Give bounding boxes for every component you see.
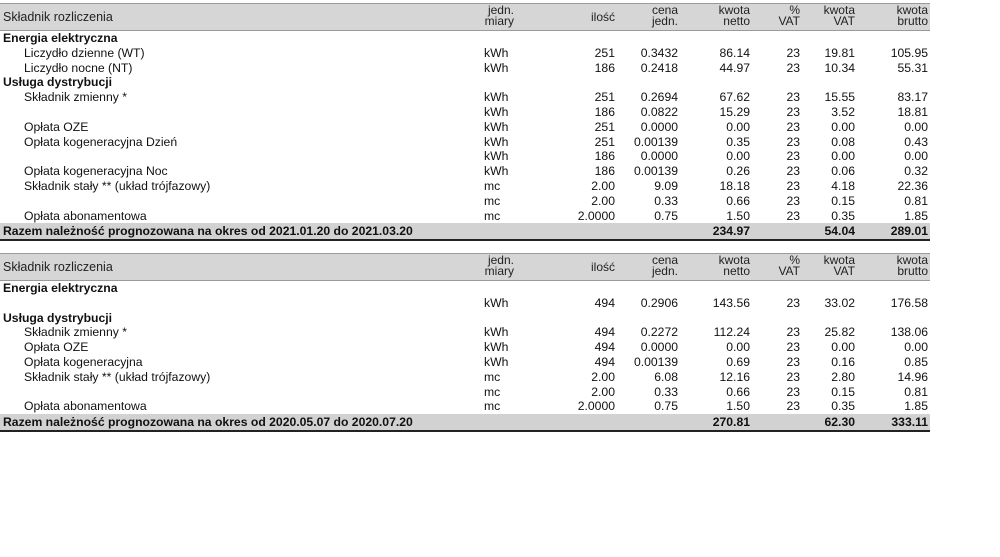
row-unit-price: 0.2418: [640, 60, 678, 75]
group-heading: [0, 31, 930, 46]
row-net: 0.00: [726, 340, 750, 355]
billing-table-2: [0, 253, 930, 432]
row-vat-rate: 23: [786, 164, 800, 179]
header-component: Składnik rozliczenia: [3, 10, 113, 24]
row-vat-amount: 0.00: [831, 119, 855, 134]
row-unit: mc: [484, 369, 501, 384]
row-quantity: 2.00: [591, 178, 615, 193]
row-quantity: 251: [594, 134, 615, 149]
row-label: Opłata kogeneracyjna: [24, 354, 143, 369]
total-row: [0, 223, 930, 241]
row-label: Liczydło nocne (NT): [24, 60, 133, 75]
row-unit-price: 0.33: [654, 193, 678, 208]
row-net: 0.35: [726, 134, 750, 149]
row-vat-rate: 23: [786, 149, 800, 164]
row-vat-rate: 23: [786, 340, 800, 355]
table-row: [0, 325, 930, 340]
row-unit-price: 0.3432: [640, 45, 678, 60]
row-vat-rate: 23: [786, 134, 800, 149]
header-vat-rate: % VAT: [778, 3, 800, 28]
table-row: [0, 164, 930, 179]
row-vat-rate: 23: [786, 325, 800, 340]
group-label: Usługa dystrybucji: [3, 75, 113, 90]
row-unit-price: 0.0822: [640, 104, 678, 119]
row-unit-price: 0.0000: [640, 149, 678, 164]
row-net: 86.14: [719, 45, 750, 60]
row-gross: 0.00: [904, 119, 928, 134]
row-vat-amount: 0.35: [831, 208, 855, 223]
row-vat-amount: 19.81: [824, 45, 855, 60]
row-quantity: 2.00: [591, 384, 615, 399]
row-unit: mc: [484, 178, 501, 193]
row-gross: 83.17: [897, 90, 928, 105]
row-net: 0.00: [726, 119, 750, 134]
row-label: Składnik stały ** (układ trójfazowy): [24, 178, 211, 193]
table-row: [0, 149, 930, 164]
row-quantity: 494: [594, 354, 615, 369]
row-quantity: 186: [594, 60, 615, 75]
row-unit-price: 0.00139: [633, 164, 678, 179]
table-row: [0, 46, 930, 61]
row-gross: 138.06: [890, 325, 928, 340]
row-gross: 0.43: [904, 134, 928, 149]
row-quantity: 2.00: [591, 193, 615, 208]
total-row: [0, 414, 930, 432]
row-vat-amount: 0.06: [831, 164, 855, 179]
row-quantity: 251: [594, 119, 615, 134]
total-vat: 54.04: [824, 224, 855, 239]
row-gross: 55.31: [897, 60, 928, 75]
row-vat-amount: 0.15: [831, 193, 855, 208]
row-quantity: 2.0000: [577, 208, 615, 223]
group-heading: [0, 311, 930, 326]
row-unit-price: 0.2694: [640, 90, 678, 105]
table-body: [0, 31, 930, 223]
row-vat-rate: 23: [786, 45, 800, 60]
row-label: Składnik zmienny *: [24, 325, 127, 340]
row-label: Opłata abonamentowa: [24, 399, 147, 414]
table-row: [0, 105, 930, 120]
row-unit-price: 0.0000: [640, 119, 678, 134]
row-quantity: 186: [594, 104, 615, 119]
row-unit-price: 0.75: [654, 399, 678, 414]
header-quantity: ilość: [590, 10, 615, 24]
table-row: [0, 135, 930, 150]
table-row: [0, 209, 930, 224]
table-row: [0, 90, 930, 105]
row-vat-amount: 25.82: [824, 325, 855, 340]
row-vat-rate: 23: [786, 384, 800, 399]
row-unit: kWh: [484, 104, 509, 119]
header-net: kwota netto: [718, 253, 750, 278]
total-gross: 333.11: [891, 415, 928, 430]
row-unit-price: 0.2272: [640, 325, 678, 340]
row-vat-rate: 23: [786, 295, 800, 310]
row-gross: 176.58: [890, 295, 928, 310]
row-vat-rate: 23: [786, 354, 800, 369]
row-vat-amount: 3.52: [831, 104, 855, 119]
row-label: Liczydło dzienne (WT): [24, 45, 145, 60]
total-label: Razem należność prognozowana na okres od 2020.05.07 do 2020.07.20: [3, 415, 413, 430]
row-unit: mc: [484, 208, 501, 223]
billing-table-1: [0, 3, 930, 241]
row-quantity: 186: [594, 149, 615, 164]
row-gross: 0.00: [904, 149, 928, 164]
row-net: 67.62: [719, 90, 750, 105]
table-row: [0, 296, 930, 311]
header-unit: jedn. miary: [484, 253, 514, 278]
row-gross: 0.00: [904, 340, 928, 355]
row-unit: kWh: [484, 45, 509, 60]
group-heading: [0, 75, 930, 90]
row-net: 15.29: [719, 104, 750, 119]
row-vat-amount: 0.35: [831, 399, 855, 414]
row-quantity: 186: [594, 164, 615, 179]
row-unit: kWh: [484, 354, 509, 369]
table-row: [0, 340, 930, 355]
total-label: Razem należność prognozowana na okres od 2021.01.20 do 2021.03.20: [3, 224, 413, 239]
row-net: 18.18: [719, 178, 750, 193]
row-vat-amount: 33.02: [824, 295, 855, 310]
row-unit: kWh: [484, 134, 509, 149]
row-vat-rate: 23: [786, 60, 800, 75]
row-vat-amount: 0.16: [831, 354, 855, 369]
row-gross: 14.96: [897, 369, 928, 384]
row-quantity: 2.0000: [577, 399, 615, 414]
row-vat-amount: 2.80: [831, 369, 855, 384]
row-unit: mc: [484, 384, 501, 399]
row-label: Opłata OZE: [24, 340, 89, 355]
table-header: [0, 3, 930, 31]
row-vat-amount: 15.55: [824, 90, 855, 105]
row-vat-rate: 23: [786, 90, 800, 105]
row-unit-price: 0.00139: [633, 354, 678, 369]
row-net: 0.66: [726, 193, 750, 208]
row-net: 0.69: [726, 354, 750, 369]
total-gross: 289.01: [890, 224, 928, 239]
table-row: [0, 385, 930, 400]
row-unit: mc: [484, 399, 501, 414]
row-vat-rate: 23: [786, 369, 800, 384]
table-row: [0, 61, 930, 76]
table-row: [0, 399, 930, 414]
row-vat-rate: 23: [786, 104, 800, 119]
header-unit-price: cena jedn.: [651, 3, 678, 28]
row-gross: 0.81: [904, 384, 928, 399]
row-label: Opłata OZE: [24, 119, 89, 134]
row-net: 44.97: [719, 60, 750, 75]
group-label: Energia elektryczna: [3, 281, 118, 295]
header-net: kwota netto: [718, 3, 750, 28]
row-gross: 1.85: [904, 208, 928, 223]
group-label: Usługa dystrybucji: [3, 310, 113, 325]
header-unit: jedn. miary: [484, 3, 514, 28]
row-quantity: 251: [594, 90, 615, 105]
row-quantity: 494: [594, 295, 615, 310]
group-heading: [0, 281, 930, 296]
header-unit-price: cena jedn.: [651, 253, 678, 278]
table-body: [0, 281, 930, 414]
row-net: 0.00: [726, 149, 750, 164]
row-unit-price: 0.75: [654, 208, 678, 223]
row-unit: kWh: [484, 90, 509, 105]
header-gross: kwota brutto: [896, 253, 928, 278]
row-unit-price: 0.0000: [640, 340, 678, 355]
row-net: 12.16: [719, 369, 750, 384]
row-gross: 0.81: [904, 193, 928, 208]
row-unit: kWh: [484, 149, 509, 164]
row-vat-amount: 10.34: [824, 60, 855, 75]
table-row: [0, 194, 930, 209]
row-vat-amount: 0.00: [831, 149, 855, 164]
row-vat-amount: 0.08: [831, 134, 855, 149]
row-vat-rate: 23: [786, 193, 800, 208]
row-net: 143.56: [712, 295, 750, 310]
row-quantity: 251: [594, 45, 615, 60]
row-gross: 1.85: [904, 399, 928, 414]
row-gross: 0.32: [904, 164, 928, 179]
row-label: Opłata abonamentowa: [24, 208, 147, 223]
group-label: Energia elektryczna: [3, 31, 118, 45]
row-quantity: 494: [594, 325, 615, 340]
header-gross: kwota brutto: [896, 3, 928, 28]
row-unit: kWh: [484, 295, 509, 310]
row-vat-amount: 4.18: [831, 178, 855, 193]
row-unit: kWh: [484, 325, 509, 340]
row-net: 0.66: [726, 384, 750, 399]
row-vat-rate: 23: [786, 178, 800, 193]
total-vat: 62.30: [824, 415, 855, 430]
row-unit-price: 6.08: [654, 369, 678, 384]
row-unit: kWh: [484, 119, 509, 134]
row-unit: mc: [484, 193, 501, 208]
row-unit: kWh: [484, 164, 509, 179]
header-vat-amount: kwota VAT: [823, 253, 855, 278]
table-row: [0, 370, 930, 385]
row-vat-rate: 23: [786, 119, 800, 134]
row-unit-price: 0.2906: [640, 295, 678, 310]
row-label: Opłata kogeneracyjna Noc: [24, 164, 168, 179]
table-row: [0, 179, 930, 194]
row-vat-amount: 0.15: [831, 384, 855, 399]
row-gross: 0.85: [904, 354, 928, 369]
row-gross: 22.36: [897, 178, 928, 193]
total-net: 234.97: [712, 224, 750, 239]
row-gross: 105.95: [890, 45, 928, 60]
row-unit-price: 0.00139: [633, 134, 678, 149]
row-net: 1.50: [726, 399, 750, 414]
row-vat-rate: 23: [786, 208, 800, 223]
row-net: 0.26: [726, 164, 750, 179]
row-vat-rate: 23: [786, 399, 800, 414]
header-quantity: ilość: [590, 260, 615, 274]
table-header: [0, 253, 930, 281]
total-net: 270.81: [712, 415, 750, 430]
row-net: 112.24: [713, 325, 750, 340]
row-label: Składnik zmienny *: [24, 90, 127, 105]
row-unit: kWh: [484, 60, 509, 75]
header-vat-rate: % VAT: [778, 253, 800, 278]
row-unit-price: 9.09: [654, 178, 678, 193]
row-gross: 18.81: [897, 104, 928, 119]
table-row: [0, 355, 930, 370]
row-unit: kWh: [484, 340, 509, 355]
row-quantity: 494: [594, 340, 615, 355]
header-vat-amount: kwota VAT: [823, 3, 855, 28]
row-net: 1.50: [726, 208, 750, 223]
row-label: Opłata kogeneracyjna Dzień: [24, 134, 178, 149]
row-unit-price: 0.33: [654, 384, 678, 399]
row-quantity: 2.00: [591, 369, 615, 384]
row-vat-amount: 0.00: [831, 340, 855, 355]
row-label: Składnik stały ** (układ trójfazowy): [24, 369, 211, 384]
header-component: Składnik rozliczenia: [3, 260, 113, 274]
table-row: [0, 120, 930, 135]
